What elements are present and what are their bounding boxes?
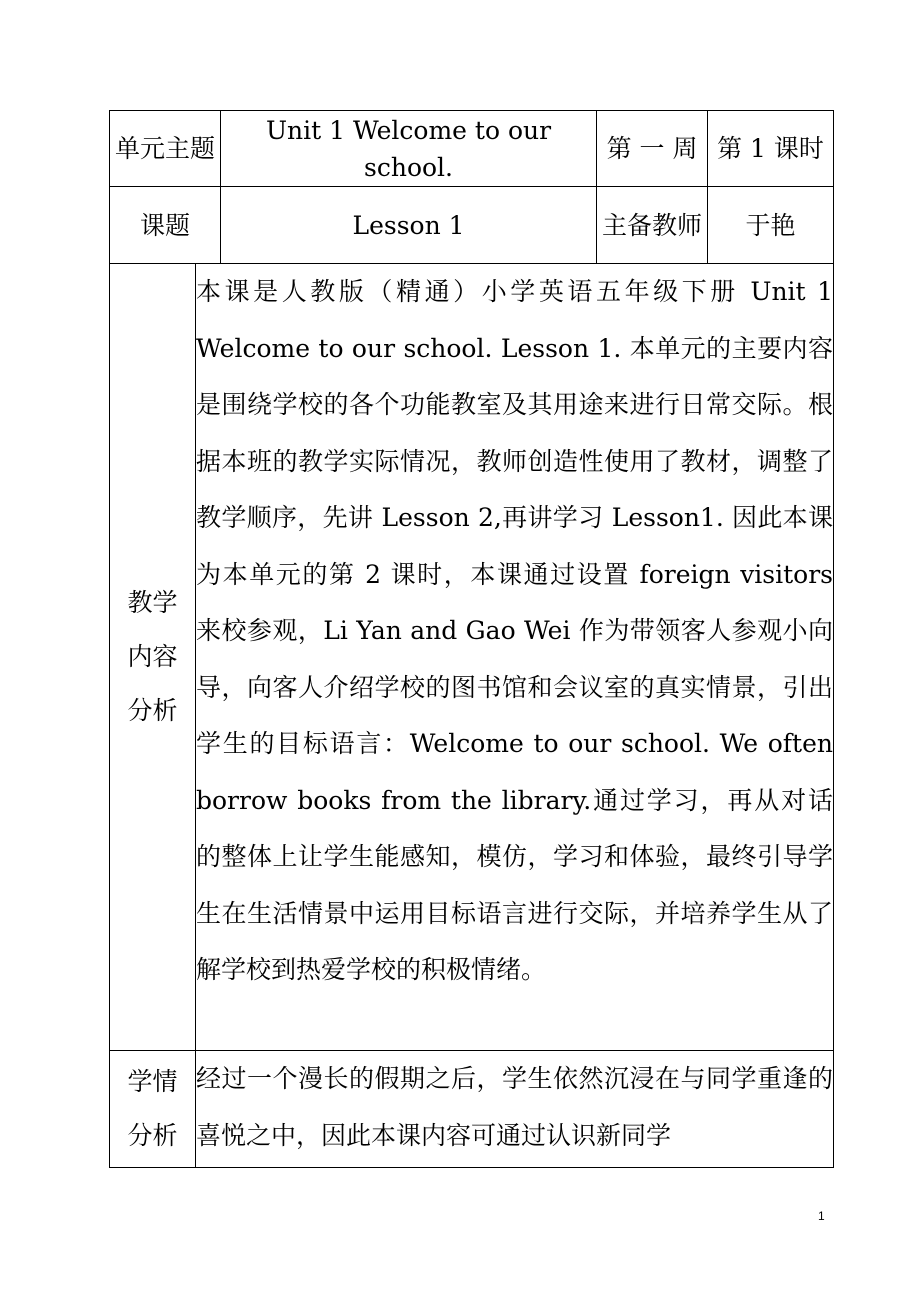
content-analysis-label: 教学内容分析 (127, 588, 178, 725)
content-analysis-label-cell (110, 264, 196, 1051)
student-analysis-text-cell (196, 1051, 834, 1168)
teacher-label: 主备教师 (602, 210, 703, 240)
teacher-label-cell (597, 187, 708, 264)
content-analysis-text-cell (196, 264, 834, 1051)
page-number: 1 (818, 1209, 825, 1223)
lesson-title: Lesson 1 (352, 210, 465, 240)
lesson-label-cell (110, 187, 221, 264)
unit-row (110, 111, 834, 187)
week-cell (597, 111, 708, 187)
unit-label: 单元主题 (115, 134, 216, 163)
period-label: 第 1 课时 (717, 134, 824, 163)
content-analysis-text: 本课是人教版（精通）小学英语五年级下册 Unit 1 Welcome to our school. Lesson 1. 本单元的主要内容是围绕学校的各个功能教室及其用途来进行日常交际。根据本班的教学实际情况，教师创造性使用了教材，调整了教学顺序，先讲 Lesson 2,再讲学习 Lesson1. 因此本课为本单元的第 2 课时，本课通过设置 foreign visitors 来校参观，Li Yan and Gao Wei 作为带领客人参观小向导，向客人介绍学校的图书馆和会议室的真实情景，引出学生的目标语言：Welcome to our school. We often borrow books from the library.通过学习，再从对话的整体上让学生能感知，模仿，学习和体验，最终引导学生在生活情景中运用目标语言进行交际，并培养学生从了解学校到热爱学校的积极情绪。 (196, 277, 834, 984)
unit-label-cell (110, 111, 221, 187)
lesson-title-cell (221, 187, 597, 264)
unit-title: Unit 1 Welcome to our school. (265, 115, 552, 182)
unit-title-cell (221, 111, 597, 187)
lesson-label: 课题 (140, 210, 191, 240)
student-analysis-label: 学情分析 (127, 1067, 178, 1150)
content-analysis-row (110, 264, 834, 1051)
lesson-row (110, 187, 834, 264)
student-analysis-text: 经过一个漫长的假期之后，学生依然沉浸在与同学重逢的喜悦之中，因此本课内容可通过认识新同学 (196, 1064, 834, 1150)
period-cell (708, 111, 834, 187)
week-label: 第 一 周 (606, 134, 698, 163)
student-analysis-label-cell (110, 1051, 196, 1168)
student-analysis-row (110, 1051, 834, 1168)
teacher-name: 于艳 (745, 210, 796, 240)
teacher-name-cell (708, 187, 834, 264)
lesson-plan-table (109, 110, 834, 1168)
